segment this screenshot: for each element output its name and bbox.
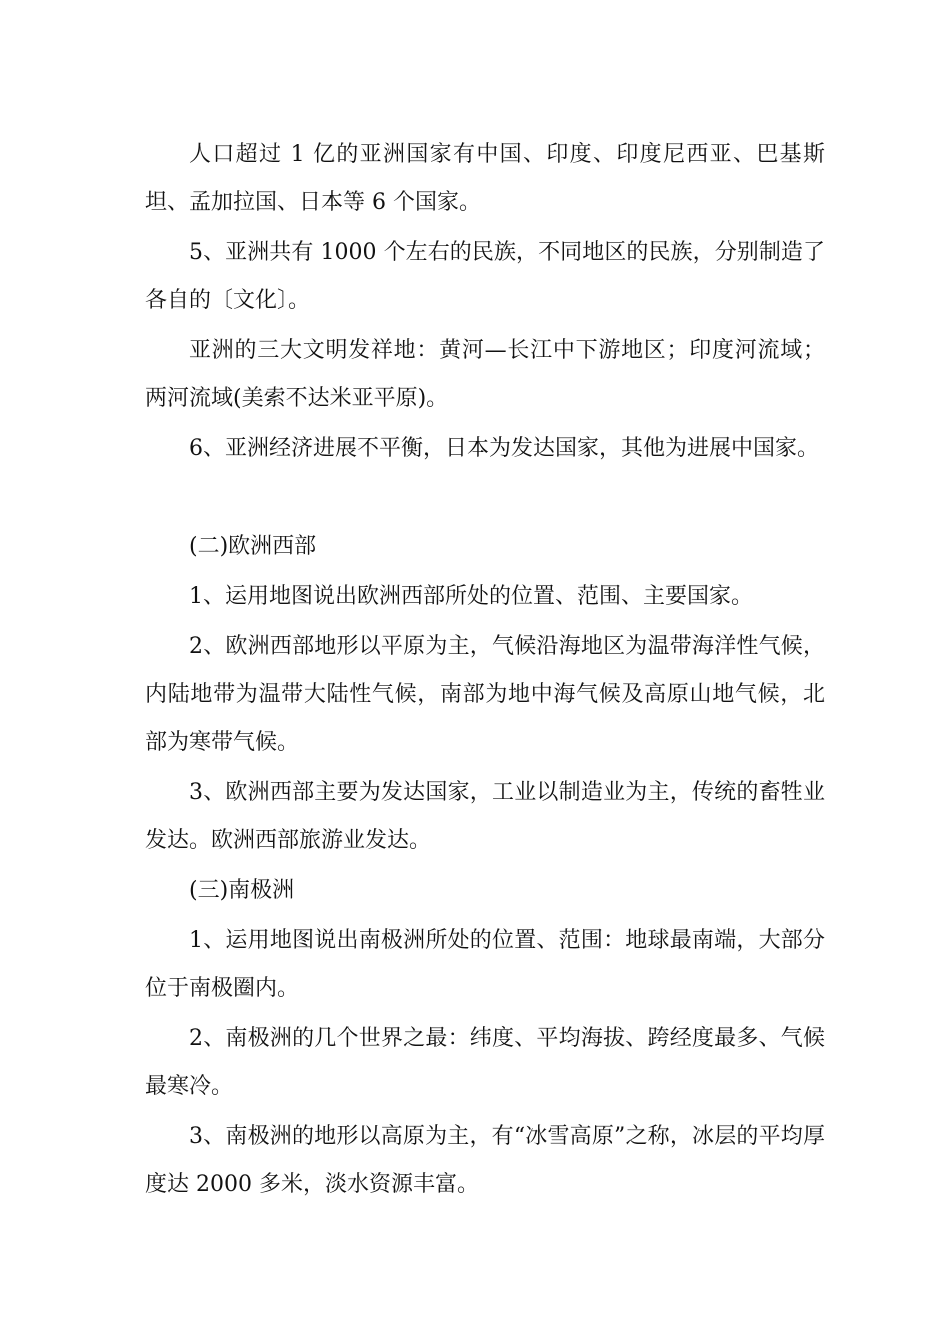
paragraph-antarctica-terrain: 3、南极洲的地形以高原为主，有“冰雪高原”之称，冰层的平均厚度达 2000 多米，淡水资源丰富。: [145, 1124, 825, 1197]
paragraph-asia-ethnic-groups: 5、亚洲共有 1000 个左右的民族，不同地区的民族，分别制造了各自的〔文化〕。: [145, 240, 825, 313]
document-body: [145, 131, 825, 1211]
paragraph-western-europe-economy: 3、欧洲西部主要为发达国家，工业以制造业为主，传统的畜牲业发达。欧洲西部旅游业发达。: [145, 780, 825, 853]
paragraph-western-europe-location: 1、运用地图说出欧洲西部所处的位置、范围、主要国家。: [189, 584, 753, 609]
section-spacer: [145, 475, 825, 523]
paragraph-asia-civilizations: 亚洲的三大文明发祥地：黄河—长江中下游地区；印度河流域；两河流域(美索不达米亚平原)。: [145, 338, 825, 411]
paragraph-antarctica-records: 2、南极洲的几个世界之最：纬度、平均海拔、跨经度最多、气候最寒冷。: [145, 1026, 825, 1099]
section-heading-antarctica: (三)南极洲: [189, 878, 295, 903]
paragraph-western-europe-terrain-climate: 2、欧洲西部地形以平原为主，气候沿海地区为温带海洋性气候，内陆地带为温带大陆性气候，南部为地中海气候及高原山地气候，北部为寒带气候。: [145, 634, 825, 755]
paragraph-antarctica-location: 1、运用地图说出南极洲所处的位置、范围：地球最南端，大部分位于南极圈内。: [145, 928, 825, 1001]
paragraph-asia-economy: 6、亚洲经济进展不平衡，日本为发达国家，其他为进展中国家。: [189, 436, 819, 461]
paragraph-asia-population: 人口超过 1 亿的亚洲国家有中国、印度、印度尼西亚、巴基斯坦、孟加拉国、日本等 6 个国家。: [145, 142, 825, 215]
section-heading-western-europe: (二)欧洲西部: [189, 534, 317, 559]
